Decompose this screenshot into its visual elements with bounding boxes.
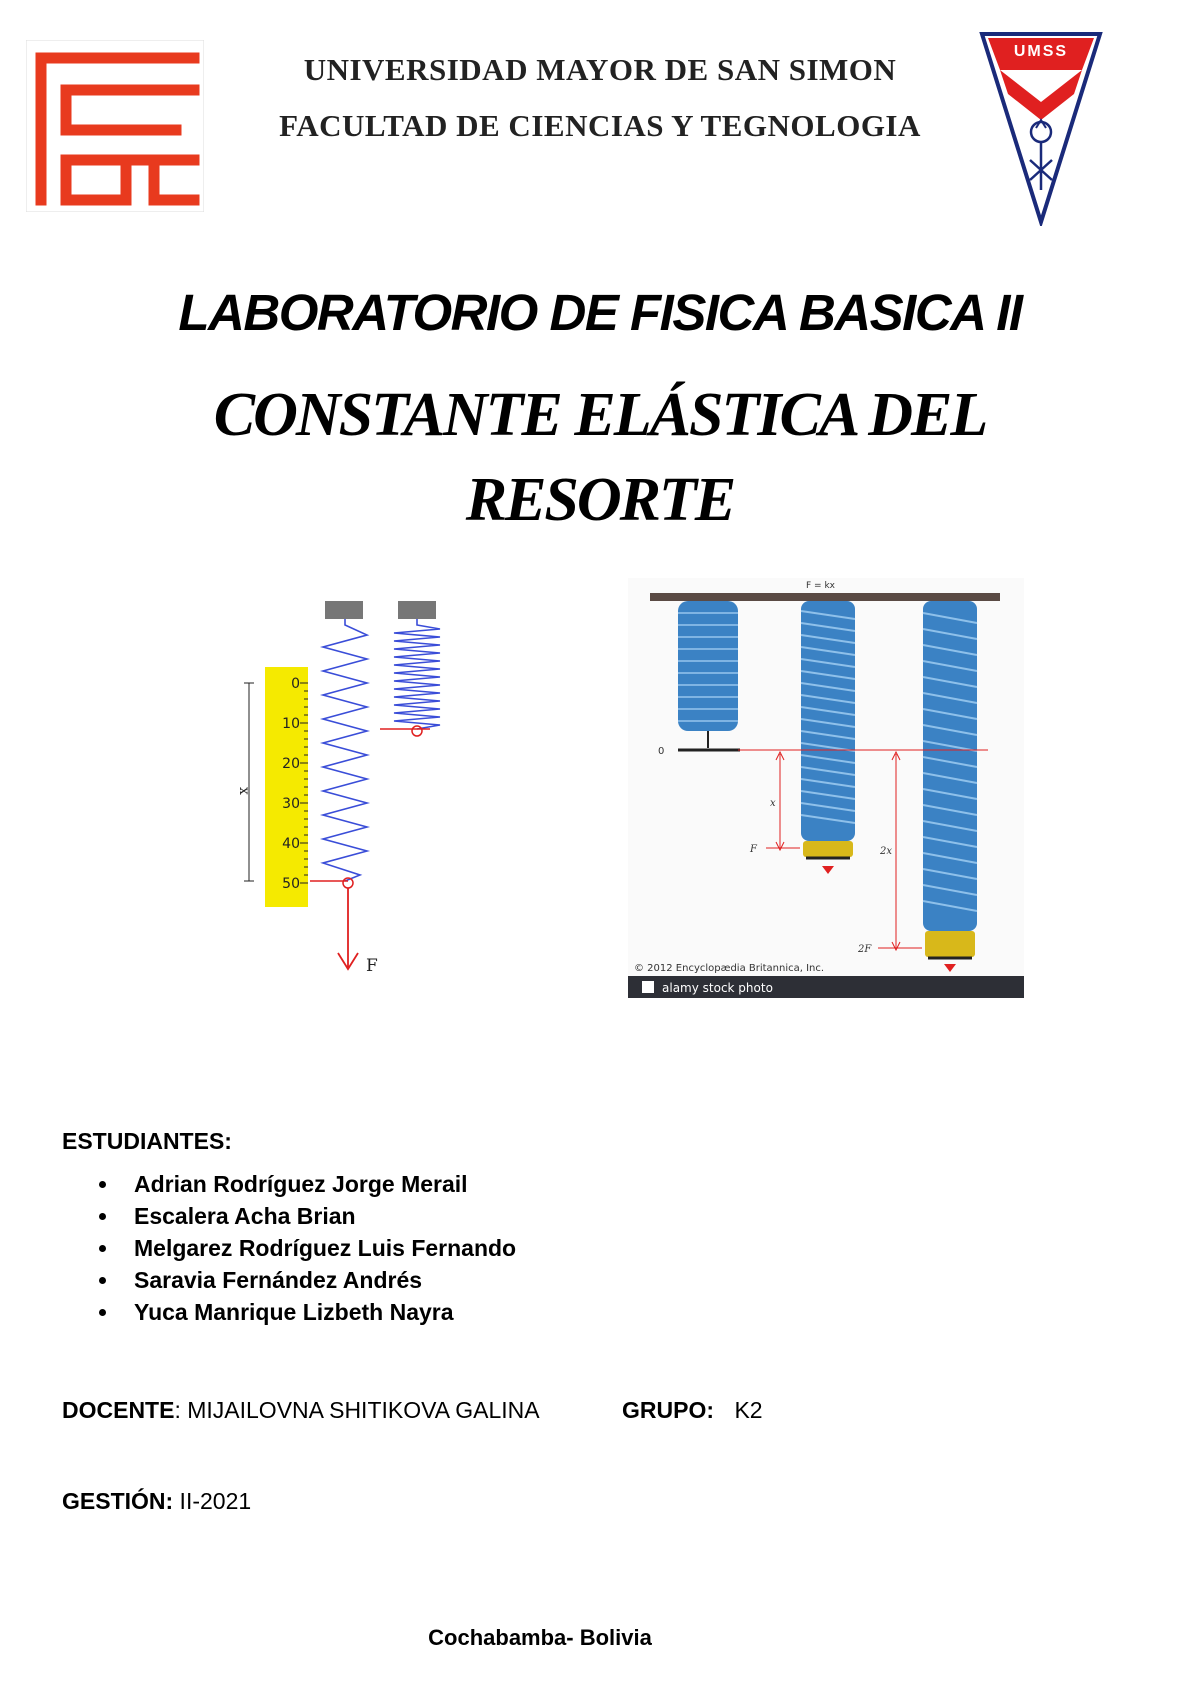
gestion-row (62, 1488, 251, 1515)
watermark-text: alamy stock photo (662, 981, 773, 995)
student-name: Saravia Fernández Andrés (62, 1264, 762, 1296)
grupo-label: GRUPO: (622, 1397, 714, 1423)
zero-label: 0 (658, 746, 665, 757)
document-title-line2: RESORTE (465, 466, 735, 534)
force-label: F (366, 956, 378, 976)
footer-location: Cochabamba- Bolivia (428, 1625, 652, 1650)
fcyt-logo (26, 40, 204, 212)
ruler-tick-label: 40 (282, 836, 300, 852)
student-name: Adrian Rodríguez Jorge Merail (62, 1168, 762, 1200)
two-f-label: 2F (858, 944, 872, 955)
umss-seal (978, 30, 1104, 226)
ruler-tick-label: 0 (291, 676, 300, 692)
faculty-name: FACULTAD DE CIENCIAS Y TEGNOLOGIA (279, 108, 921, 143)
university-name: UNIVERSIDAD MAYOR DE SAN SIMON (303, 52, 897, 87)
hooke-law-figure (628, 578, 1024, 998)
course-title: LABORATORIO DE FISICA BASICA II (178, 284, 1022, 341)
docente-row (62, 1397, 540, 1424)
displacement-label: x (236, 787, 252, 795)
grupo-value: K2 (734, 1397, 763, 1423)
f-label: F (750, 844, 757, 855)
students-heading: ESTUDIANTES: (62, 1128, 232, 1154)
x-label: x (770, 798, 776, 809)
two-x-label: 2x (880, 846, 893, 857)
docente-value: : MIJAILOVNA SHITIKOVA GALINA (174, 1397, 540, 1423)
student-name: Melgarez Rodríguez Luis Fernando (62, 1232, 762, 1264)
docente-label: DOCENTE (62, 1397, 175, 1423)
student-name: Escalera Acha Brian (62, 1200, 762, 1232)
ruler-tick-label: 20 (282, 756, 300, 772)
seal-text: UMSS (1013, 43, 1069, 60)
copyright-text: © 2012 Encyclopædia Britannica, Inc. (634, 963, 825, 974)
students-list (62, 1168, 762, 1328)
student-name: Yuca Manrique Lizbeth Nayra (62, 1296, 762, 1328)
document-title-line1: CONSTANTE ELÁSTICA DEL (213, 381, 987, 449)
ruler-tick-label: 30 (282, 796, 300, 812)
gestion-label: GESTIÓN: (62, 1488, 174, 1514)
grupo-row (622, 1397, 763, 1424)
ruler-tick-label: 50 (282, 876, 300, 892)
hooke-equation: F = kx (806, 581, 835, 591)
ruler-tick-label: 10 (282, 716, 300, 732)
spring-ruler-figure (230, 595, 480, 980)
gestion-value: II-2021 (173, 1488, 252, 1514)
